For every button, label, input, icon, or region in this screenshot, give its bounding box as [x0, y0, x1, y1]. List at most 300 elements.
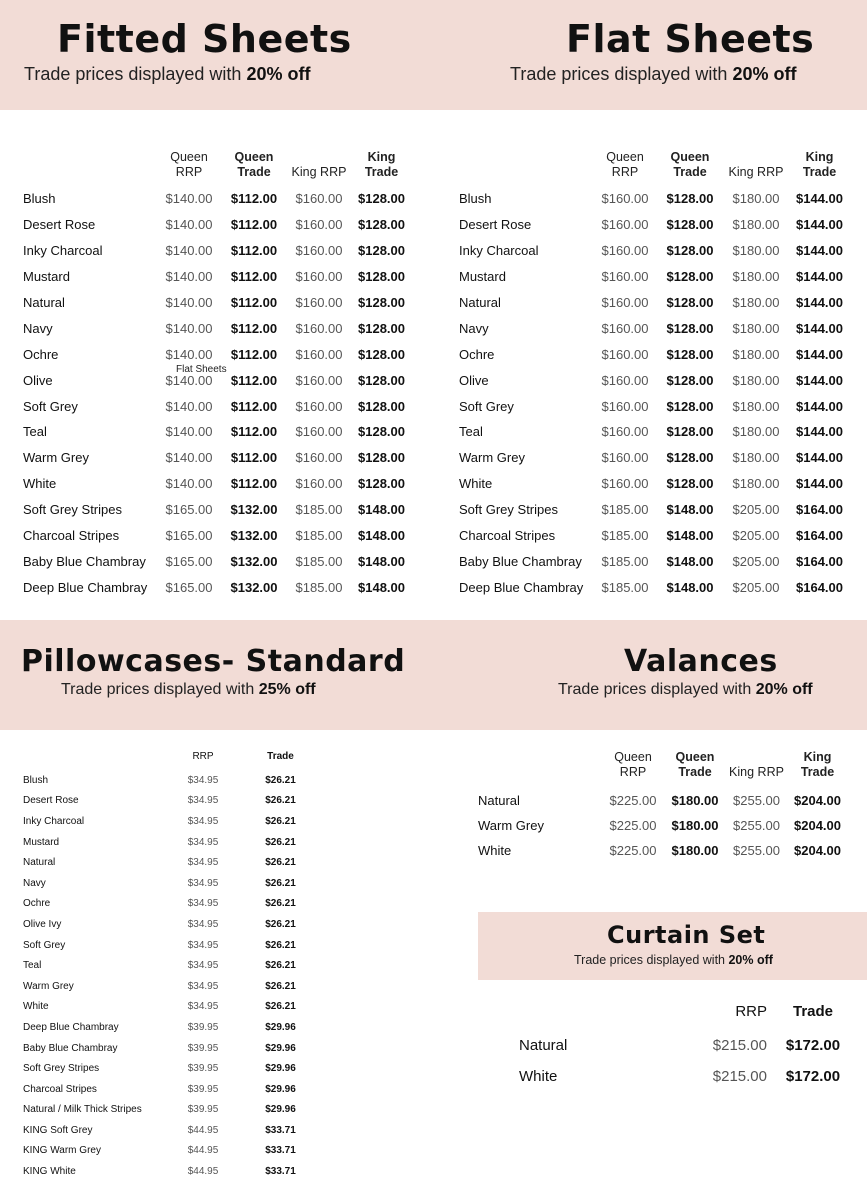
fitted-cell-queen-rrp: $140.00: [165, 191, 213, 207]
fitted-cell-name: White: [23, 476, 57, 492]
fitted-cell-king-rrp: $160.00: [295, 191, 343, 207]
fitted-cell-queen-trade: $112.00: [230, 243, 278, 259]
pillow-cell-trade: $33.71: [265, 1166, 296, 1178]
fitted-row: [23, 212, 413, 238]
flat-row: [459, 574, 851, 600]
pillow-cell-trade: $33.71: [265, 1124, 296, 1136]
flat-header-band: [430, 0, 867, 110]
flat-cell-king-rrp: $180.00: [732, 217, 780, 233]
valances-cell-king-rrp: $255.00: [733, 793, 780, 808]
fitted-cell-king-trade: $128.00: [358, 217, 405, 233]
fitted-cell-king-rrp: $160.00: [295, 424, 343, 440]
fitted-row: [23, 238, 413, 264]
fitted-cell-king-trade: $128.00: [358, 295, 405, 310]
pillow-cell-name: Natural / Milk Thick Stripes: [23, 1104, 142, 1116]
pillow-subtitle-prefix: Trade prices displayed with: [61, 681, 259, 698]
fitted-cell-queen-rrp: $140.00: [165, 269, 213, 285]
fitted-row: [23, 445, 413, 471]
fitted-cell-queen-trade: $132.00: [230, 553, 278, 569]
pillow-cell-trade: $33.71: [265, 1145, 296, 1157]
flat-cell-name: Olive: [459, 372, 489, 388]
fitted-cell-name: Natural: [23, 295, 65, 310]
fitted-cell-queen-rrp: $140.00: [165, 320, 213, 336]
pillow-cell-rrp: $34.95: [187, 918, 219, 930]
curtain-cell-rrp: $215.00: [712, 1037, 767, 1054]
pillow-row: [23, 1017, 328, 1038]
pillow-cell-rrp: $34.95: [187, 836, 219, 848]
fitted-cell-queen-rrp: $140.00: [165, 346, 213, 362]
fitted-cell-king-rrp: $160.00: [295, 320, 343, 336]
fitted-cell-king-trade: $128.00: [358, 346, 405, 362]
flat-cell-name: Charcoal Stripes: [459, 528, 556, 544]
flat-cell-king-trade: $144.00: [796, 346, 843, 362]
flat-cell-queen-rrp: $160.00: [601, 346, 649, 362]
valances-header-band: [430, 620, 867, 730]
fitted-cell-name: Mustard: [23, 269, 70, 285]
fitted-cell-queen-rrp: $165.00: [165, 553, 213, 569]
flat-cell-king-trade: $164.00: [796, 579, 843, 595]
flat-cell-king-rrp: $180.00: [732, 295, 780, 310]
pillow-cell-trade: $26.21: [265, 774, 296, 786]
fitted-cell-name: Deep Blue Chambray: [23, 579, 148, 595]
flat-header-king-rrp: King RRP: [728, 165, 784, 179]
pillow-cell-rrp: $39.95: [187, 1021, 219, 1033]
fitted-cell-king-trade: $148.00: [358, 502, 405, 518]
pillow-cell-name: Soft Grey: [23, 939, 66, 951]
pillow-cell-rrp: $39.95: [187, 1042, 219, 1054]
valances-cell-name: White: [478, 843, 512, 858]
curtain-cell-rrp: $215.00: [712, 1068, 767, 1085]
fitted-title: Fitted Sheets: [57, 17, 352, 61]
flat-cell-name: Natural: [459, 295, 501, 310]
flat-cell-queen-trade: $128.00: [666, 217, 714, 233]
flat-cell-king-rrp: $180.00: [732, 320, 780, 336]
flat-cell-queen-rrp: $160.00: [601, 424, 649, 440]
pillow-cell-name: Natural: [23, 857, 56, 869]
flat-row: [459, 238, 851, 264]
pillow-row: [23, 997, 328, 1018]
pillow-cell-trade: $26.21: [265, 857, 296, 869]
curtain-header-row: [519, 994, 851, 1030]
fitted-cell-king-trade: $128.00: [358, 424, 405, 440]
flat-row: [459, 419, 851, 445]
pillow-cell-trade: $29.96: [265, 1042, 296, 1054]
fitted-header-row: [23, 146, 413, 186]
fitted-cell-name: Teal: [23, 424, 47, 440]
flat-cell-name: Desert Rose: [459, 217, 532, 233]
fitted-cell-queen-rrp: $165.00: [165, 502, 213, 518]
fitted-cell-king-rrp: $160.00: [295, 346, 343, 362]
flat-cell-queen-trade: $128.00: [666, 295, 714, 310]
flat-cell-name: Navy: [459, 320, 489, 336]
flat-row: [459, 497, 851, 523]
fitted-header-king-rrp: King RRP: [291, 165, 347, 179]
fitted-cell-name: Ochre: [23, 346, 59, 362]
pillow-cell-name: Desert Rose: [23, 795, 79, 807]
pillow-cell-rrp: $34.95: [187, 939, 219, 951]
fitted-subtitle: [24, 64, 310, 85]
fitted-table-body: [23, 186, 413, 600]
flat-row: [459, 445, 851, 471]
fitted-cell-king-rrp: $160.00: [295, 450, 343, 466]
flat-cell-name: Ochre: [459, 346, 495, 362]
fitted-cell-queen-trade: $112.00: [230, 295, 278, 310]
pillow-table-body: [23, 770, 328, 1182]
curtain-table-body: [519, 1030, 851, 1092]
flat-cell-name: Warm Grey: [459, 450, 525, 466]
flat-row: [459, 393, 851, 419]
fitted-row: [23, 264, 413, 290]
valances-cell-king-trade: $204.00: [794, 793, 841, 808]
flat-cell-name: Blush: [459, 191, 492, 207]
flat-cell-king-trade: $164.00: [796, 502, 843, 518]
fitted-cell-name: Inky Charcoal: [23, 243, 103, 259]
flat-header-queen-trade: Queen Trade: [670, 150, 710, 179]
valances-header-name: [478, 746, 602, 788]
pillow-cell-rrp: $34.95: [187, 815, 219, 827]
fitted-cell-king-rrp: $160.00: [295, 476, 343, 492]
valances-header-row: [478, 746, 848, 788]
pillow-cell-rrp: $39.95: [187, 1104, 219, 1116]
pillow-row: [23, 1038, 328, 1059]
flat-cell-name: Soft Grey: [459, 398, 514, 414]
flat-cell-queen-trade: $148.00: [666, 579, 714, 595]
pillow-cell-name: Olive Ivy: [23, 918, 62, 930]
fitted-cell-queen-trade: $112.00: [230, 217, 278, 233]
pillow-cell-trade: $26.21: [265, 960, 296, 972]
fitted-cell-name: Olive: [23, 372, 53, 388]
valances-cell-queen-rrp: $225.00: [609, 793, 657, 808]
curtain-subtitle-discount: 20% off: [728, 953, 773, 967]
curtain-subtitle: [574, 953, 773, 967]
pillow-cell-name: Ochre: [23, 898, 51, 910]
curtain-header-name: [519, 994, 695, 1030]
fitted-cell-king-trade: $128.00: [358, 320, 405, 336]
curtain-row: [519, 1030, 851, 1061]
pillow-row: [23, 1141, 328, 1162]
pillow-cell-rrp: $34.95: [187, 877, 219, 889]
flat-row: [459, 212, 851, 238]
fitted-row: [23, 548, 413, 574]
flat-cell-king-trade: $144.00: [796, 269, 843, 285]
flat-cell-queen-rrp: $185.00: [601, 553, 649, 569]
flat-row: [459, 471, 851, 497]
flat-cell-name: Deep Blue Chambray: [459, 579, 584, 595]
fitted-cell-queen-trade: $112.00: [230, 269, 278, 285]
valances-header-king-trade: King Trade: [800, 750, 835, 779]
flat-cell-name: Mustard: [459, 269, 506, 285]
flat-cell-queen-rrp: $160.00: [601, 243, 649, 259]
fitted-cell-king-rrp: $160.00: [295, 269, 343, 285]
pillow-row: [23, 976, 328, 997]
flat-cell-name: Soft Grey Stripes: [459, 502, 558, 518]
pillow-cell-trade: $29.96: [265, 1104, 296, 1116]
pillow-cell-name: Navy: [23, 877, 46, 889]
flat-cell-king-trade: $144.00: [796, 191, 843, 207]
fitted-cell-queen-rrp: $140.00: [165, 217, 213, 233]
pillow-row: [23, 894, 328, 915]
flat-cell-queen-trade: $128.00: [666, 476, 714, 492]
pillow-cell-name: Mustard: [23, 836, 60, 848]
fitted-cell-king-trade: $128.00: [358, 450, 405, 466]
flat-cell-queen-rrp: $160.00: [601, 476, 649, 492]
valances-row: [478, 788, 848, 813]
valances-title: Valances: [624, 644, 778, 679]
flat-cell-king-trade: $144.00: [796, 424, 843, 440]
curtain-header-rrp: RRP: [735, 1003, 767, 1020]
pillow-cell-rrp: $39.95: [187, 1063, 219, 1075]
flat-cell-king-rrp: $180.00: [732, 424, 780, 440]
pillow-cell-name: KING White: [23, 1166, 76, 1178]
pillow-header-rrp: RRP: [192, 751, 214, 762]
pillow-cell-name: Soft Grey Stripes: [23, 1063, 100, 1075]
curtain-subtitle-prefix: Trade prices displayed with: [574, 953, 729, 967]
pillow-subtitle-discount: 25% off: [258, 681, 316, 698]
fitted-header-name: [23, 146, 158, 186]
flat-cell-queen-trade: $128.00: [666, 450, 714, 466]
flat-cell-queen-rrp: $160.00: [601, 372, 649, 388]
pillow-row: [23, 935, 328, 956]
flat-cell-name: Inky Charcoal: [459, 243, 539, 259]
fitted-cell-king-trade: $128.00: [358, 476, 405, 492]
curtain-cell-name: White: [519, 1068, 558, 1085]
pillow-row: [23, 1079, 328, 1100]
fitted-cell-queen-rrp: $165.00: [165, 579, 213, 595]
fitted-cell-queen-trade: $112.00: [230, 372, 278, 388]
flat-title: Flat Sheets: [566, 17, 815, 61]
fitted-cell-queen-rrp: $140.00: [165, 295, 213, 310]
pillow-cell-trade: $26.21: [265, 1001, 296, 1013]
valances-cell-name: Warm Grey: [478, 818, 544, 833]
fitted-cell-queen-rrp: $140.00: [165, 476, 213, 492]
fitted-cell-king-rrp: $185.00: [295, 553, 343, 569]
fitted-header-king-trade: King Trade: [364, 150, 399, 179]
pillow-cell-rrp: $44.95: [187, 1145, 219, 1157]
pillow-cell-trade: $26.21: [265, 877, 296, 889]
flat-cell-name: White: [459, 476, 493, 492]
flat-cell-king-rrp: $180.00: [732, 476, 780, 492]
flat-cell-queen-trade: $148.00: [666, 528, 714, 544]
flat-cell-king-trade: $144.00: [796, 243, 843, 259]
fitted-row: [23, 393, 413, 419]
fitted-cell-queen-trade: $132.00: [230, 528, 278, 544]
flat-cell-king-rrp: $205.00: [732, 502, 780, 518]
flat-cell-queen-trade: $148.00: [666, 502, 714, 518]
fitted-row: [23, 419, 413, 445]
flat-row: [459, 264, 851, 290]
fitted-cell-king-trade: $128.00: [358, 372, 405, 388]
flat-row: [459, 315, 851, 341]
valances-header-queen-rrp: Queen RRP: [614, 750, 652, 779]
curtain-header-trade: Trade: [792, 1003, 834, 1020]
pillow-cell-name: Blush: [23, 774, 49, 786]
pillow-cell-rrp: $44.95: [187, 1166, 219, 1178]
flat-cell-king-rrp: $180.00: [732, 346, 780, 362]
valances-table: [478, 746, 848, 863]
flat-cell-queen-rrp: $160.00: [601, 398, 649, 414]
flat-cell-queen-trade: $128.00: [666, 398, 714, 414]
fitted-cell-king-trade: $148.00: [358, 579, 405, 595]
flat-header-row: [459, 146, 851, 186]
flat-subtitle: [510, 64, 796, 85]
pillow-cell-trade: $29.96: [265, 1083, 296, 1095]
pillow-cell-rrp: $34.95: [187, 960, 219, 972]
flat-cell-queen-trade: $128.00: [666, 372, 714, 388]
pillow-row: [23, 1120, 328, 1141]
pillow-cell-name: Warm Grey: [23, 980, 74, 992]
pillow-header-trade: Trade: [267, 751, 294, 762]
fitted-cell-queen-trade: $132.00: [230, 579, 278, 595]
flat-cell-queen-rrp: $160.00: [601, 320, 649, 336]
flat-cell-king-rrp: $205.00: [732, 553, 780, 569]
flat-cell-name: Teal: [459, 424, 483, 440]
pillow-header-band: [0, 620, 430, 730]
fitted-cell-queen-trade: $112.00: [230, 398, 278, 414]
fitted-cell-name: Soft Grey Stripes: [23, 502, 122, 518]
flat-cell-queen-rrp: $160.00: [601, 191, 649, 207]
pillow-row: [23, 811, 328, 832]
pillow-cell-rrp: $39.95: [187, 1083, 219, 1095]
fitted-row: [23, 290, 413, 316]
flat-row: [459, 548, 851, 574]
fitted-cell-queen-rrp: $165.00: [165, 528, 213, 544]
flat-row: [459, 186, 851, 212]
flat-cell-queen-rrp: $160.00: [601, 295, 649, 310]
fitted-row: [23, 186, 413, 212]
pillow-row: [23, 791, 328, 812]
fitted-cell-queen-trade: $132.00: [230, 502, 278, 518]
pillow-cell-rrp: $34.95: [187, 1001, 219, 1013]
flat-table-body: [459, 186, 851, 600]
flat-row: [459, 367, 851, 393]
valances-cell-queen-rrp: $225.00: [609, 818, 657, 833]
pillow-cell-trade: $29.96: [265, 1021, 296, 1033]
flat-header-king-trade: King Trade: [802, 150, 837, 179]
curtain-table: [519, 994, 851, 1092]
pillow-title: Pillowcases- Standard: [21, 644, 406, 679]
fitted-cell-name: Soft Grey: [23, 398, 78, 414]
pillow-row: [23, 1161, 328, 1182]
flat-cell-queen-rrp: $185.00: [601, 579, 649, 595]
fitted-subtitle-discount: 20% off: [246, 64, 311, 84]
flat-cell-king-trade: $144.00: [796, 372, 843, 388]
flat-cell-king-rrp: $180.00: [732, 191, 780, 207]
pillow-cell-name: Charcoal Stripes: [23, 1083, 97, 1095]
fitted-cell-name: Navy: [23, 320, 53, 336]
pillow-row: [23, 955, 328, 976]
pillow-cell-name: Deep Blue Chambray: [23, 1021, 119, 1033]
fitted-cell-name: Blush: [23, 191, 56, 207]
valances-cell-queen-rrp: $225.00: [609, 843, 657, 858]
fitted-cell-king-trade: $128.00: [358, 269, 405, 285]
fitted-subtitle-prefix: Trade prices displayed with: [24, 64, 247, 84]
flat-row: [459, 523, 851, 549]
flat-cell-queen-rrp: $160.00: [601, 217, 649, 233]
pillow-cell-name: Inky Charcoal: [23, 815, 85, 827]
curtain-cell-trade: $172.00: [785, 1068, 841, 1085]
flat-cell-name: Baby Blue Chambray: [459, 553, 582, 569]
fitted-cell-queen-rrp: $140.00: [165, 424, 213, 440]
pillow-cell-rrp: $34.95: [187, 795, 219, 807]
flat-subtitle-discount: 20% off: [732, 64, 797, 84]
fitted-cell-queen-rrp: $140.00: [165, 450, 213, 466]
fitted-row: [23, 471, 413, 497]
valances-cell-queen-trade: $180.00: [671, 793, 719, 808]
flat-cell-queen-trade: $128.00: [666, 269, 714, 285]
pillow-cell-trade: $26.21: [265, 939, 296, 951]
valances-cell-king-trade: $204.00: [794, 843, 841, 858]
stray-flat-sheets-label: Flat Sheets: [176, 364, 227, 375]
pillow-row: [23, 1058, 328, 1079]
fitted-cell-queen-rrp: $140.00: [165, 243, 213, 259]
fitted-cell-queen-trade: $112.00: [230, 424, 278, 440]
flat-cell-queen-trade: $128.00: [666, 424, 714, 440]
curtain-cell-name: Natural: [519, 1037, 568, 1054]
pillow-cell-name: KING Warm Grey: [23, 1145, 101, 1157]
fitted-cell-queen-trade: $112.00: [230, 476, 278, 492]
flat-cell-queen-rrp: $160.00: [601, 269, 649, 285]
pillow-cell-trade: $26.21: [265, 898, 296, 910]
flat-cell-queen-trade: $128.00: [666, 243, 714, 259]
fitted-cell-king-rrp: $185.00: [295, 528, 343, 544]
flat-cell-king-rrp: $180.00: [732, 398, 780, 414]
pillow-cell-name: KING Soft Grey: [23, 1124, 93, 1136]
valances-cell-king-rrp: $255.00: [733, 818, 780, 833]
valances-cell-name: Natural: [478, 793, 520, 808]
fitted-cell-king-rrp: $160.00: [295, 217, 343, 233]
flat-subtitle-prefix: Trade prices displayed with: [510, 64, 733, 84]
flat-cell-king-rrp: $205.00: [732, 528, 780, 544]
fitted-cell-king-rrp: $160.00: [295, 243, 343, 259]
fitted-cell-queen-rrp: $140.00: [165, 372, 213, 388]
valances-subtitle-discount: 20% off: [755, 681, 813, 698]
fitted-header-queen-trade: Queen Trade: [234, 150, 274, 179]
fitted-row: [23, 523, 413, 549]
valances-header-king-rrp: King RRP: [729, 765, 784, 779]
fitted-cell-king-trade: $128.00: [358, 243, 405, 259]
flat-cell-queen-rrp: $160.00: [601, 450, 649, 466]
valances-subtitle: [558, 681, 813, 699]
flat-header-queen-rrp: Queen RRP: [606, 150, 644, 179]
pillow-subtitle: [61, 681, 316, 699]
fitted-row: [23, 497, 413, 523]
pillow-cell-name: White: [23, 1001, 49, 1013]
curtain-row: [519, 1061, 851, 1092]
fitted-header-queen-rrp: Queen RRP: [170, 150, 208, 179]
pillow-cell-rrp: $34.95: [187, 898, 219, 910]
fitted-cell-king-rrp: $160.00: [295, 372, 343, 388]
valances-cell-queen-trade: $180.00: [671, 843, 719, 858]
fitted-header-band: [0, 0, 430, 110]
flat-row: [459, 290, 851, 316]
flat-table: [459, 146, 851, 600]
fitted-cell-queen-trade: $112.00: [230, 346, 278, 362]
fitted-row: [23, 574, 413, 600]
flat-cell-king-trade: $144.00: [796, 398, 843, 414]
pillow-cell-name: Teal: [23, 960, 42, 972]
fitted-cell-queen-trade: $112.00: [230, 191, 278, 207]
pillow-cell-name: Baby Blue Chambray: [23, 1042, 118, 1054]
fitted-cell-queen-trade: $112.00: [230, 320, 278, 336]
pillow-cell-trade: $29.96: [265, 1063, 296, 1075]
curtain-title: Curtain Set: [607, 921, 766, 949]
pillow-row: [23, 770, 328, 791]
fitted-cell-king-trade: $128.00: [358, 398, 405, 414]
fitted-cell-queen-trade: $112.00: [230, 450, 278, 466]
pillow-cell-trade: $26.21: [265, 815, 296, 827]
valances-cell-king-trade: $204.00: [794, 818, 841, 833]
pillow-header-row: [23, 748, 328, 770]
